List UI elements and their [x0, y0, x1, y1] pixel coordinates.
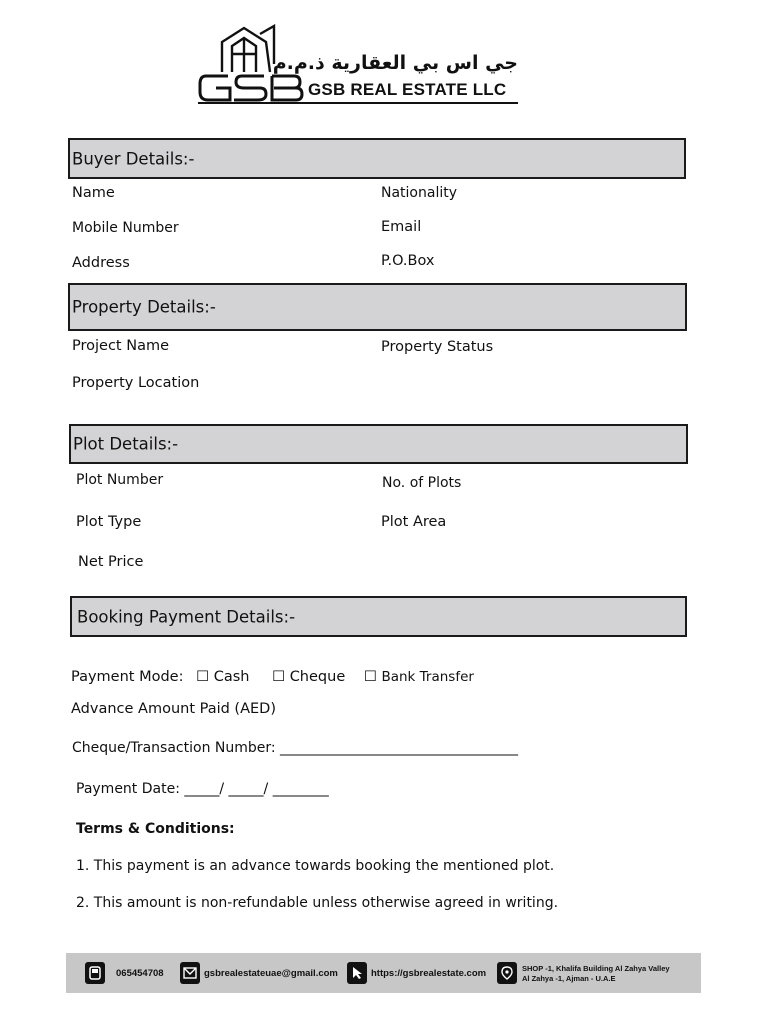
plot-area-label: Plot Area: [381, 514, 447, 530]
footer-address-line2: Al Zahya -1, Ajman - U.A.E: [522, 974, 616, 983]
terms-heading: Terms & Conditions:: [76, 821, 235, 837]
terms-item: 2. This amount is non-refundable unless otherwise agreed in writing.: [76, 895, 559, 911]
cash-checkbox[interactable]: ☐: [196, 669, 210, 685]
plot-number-label: Plot Number: [76, 472, 164, 488]
buyer-pobox-label: P.O.Box: [381, 253, 435, 269]
cash-option-label: Cash: [213, 669, 250, 685]
mail-icon: [180, 962, 200, 984]
logo-arabic-name: جي اس بي العقارية ذ.م.م: [272, 52, 518, 74]
plot-count-label: No. of Plots: [382, 475, 462, 491]
net-price-label: Net Price: [78, 554, 144, 570]
logo-underline: [200, 102, 518, 104]
bank-transfer-checkbox[interactable]: ☐: [363, 669, 377, 685]
bank-transfer-option-label: Bank Transfer: [381, 669, 474, 685]
payment-mode-label: Payment Mode:: [71, 669, 184, 685]
payment-mode-row: [71, 669, 474, 685]
cheque-number-field[interactable]: Cheque/Transaction Number: __________________________________: [72, 740, 519, 756]
terms-item: 1. This payment is an advance towards booking the mentioned plot.: [76, 858, 555, 874]
contact-footer: [66, 953, 701, 993]
cheque-checkbox[interactable]: ☐: [272, 669, 286, 685]
buyer-name-label: Name: [72, 185, 115, 201]
payment-date-field[interactable]: Payment Date: _____/ _____/ ________: [76, 781, 329, 797]
section-title: Plot Details:-: [73, 434, 179, 454]
buyer-details-header: [68, 138, 686, 179]
plot-type-label: Plot Type: [76, 514, 142, 530]
footer-email[interactable]: gsbrealestateuae@gmail.com: [204, 968, 338, 979]
property-location-label: Property Location: [72, 375, 200, 391]
footer-website[interactable]: https://gsbrealestate.com: [371, 968, 487, 979]
booking-payment-header: [70, 596, 687, 637]
section-title: Buyer Details:-: [72, 149, 195, 168]
phone-icon: [85, 962, 105, 984]
advance-amount-label: Advance Amount Paid (AED): [71, 701, 276, 717]
buyer-nationality-label: Nationality: [381, 185, 458, 201]
property-details-header: [68, 283, 687, 331]
logo-english-name: GSB REAL ESTATE LLC: [308, 80, 507, 99]
section-title: Booking Payment Details:-: [77, 607, 296, 626]
project-name-label: Project Name: [72, 338, 169, 354]
plot-details-header: [69, 424, 688, 464]
buyer-email-label: Email: [381, 219, 422, 235]
buyer-address-label: Address: [72, 255, 130, 271]
cheque-option-label: Cheque: [289, 669, 346, 685]
location-pin-icon: [497, 962, 517, 984]
footer-phone: 065454708: [116, 968, 164, 979]
property-status-label: Property Status: [381, 339, 494, 355]
section-title: Property Details:-: [72, 297, 216, 317]
buyer-mobile-label: Mobile Number: [72, 220, 179, 236]
footer-address-line1: SHOP -1, Khalifa Building Al Zahya Valley: [522, 964, 670, 973]
cursor-icon: [347, 962, 367, 984]
